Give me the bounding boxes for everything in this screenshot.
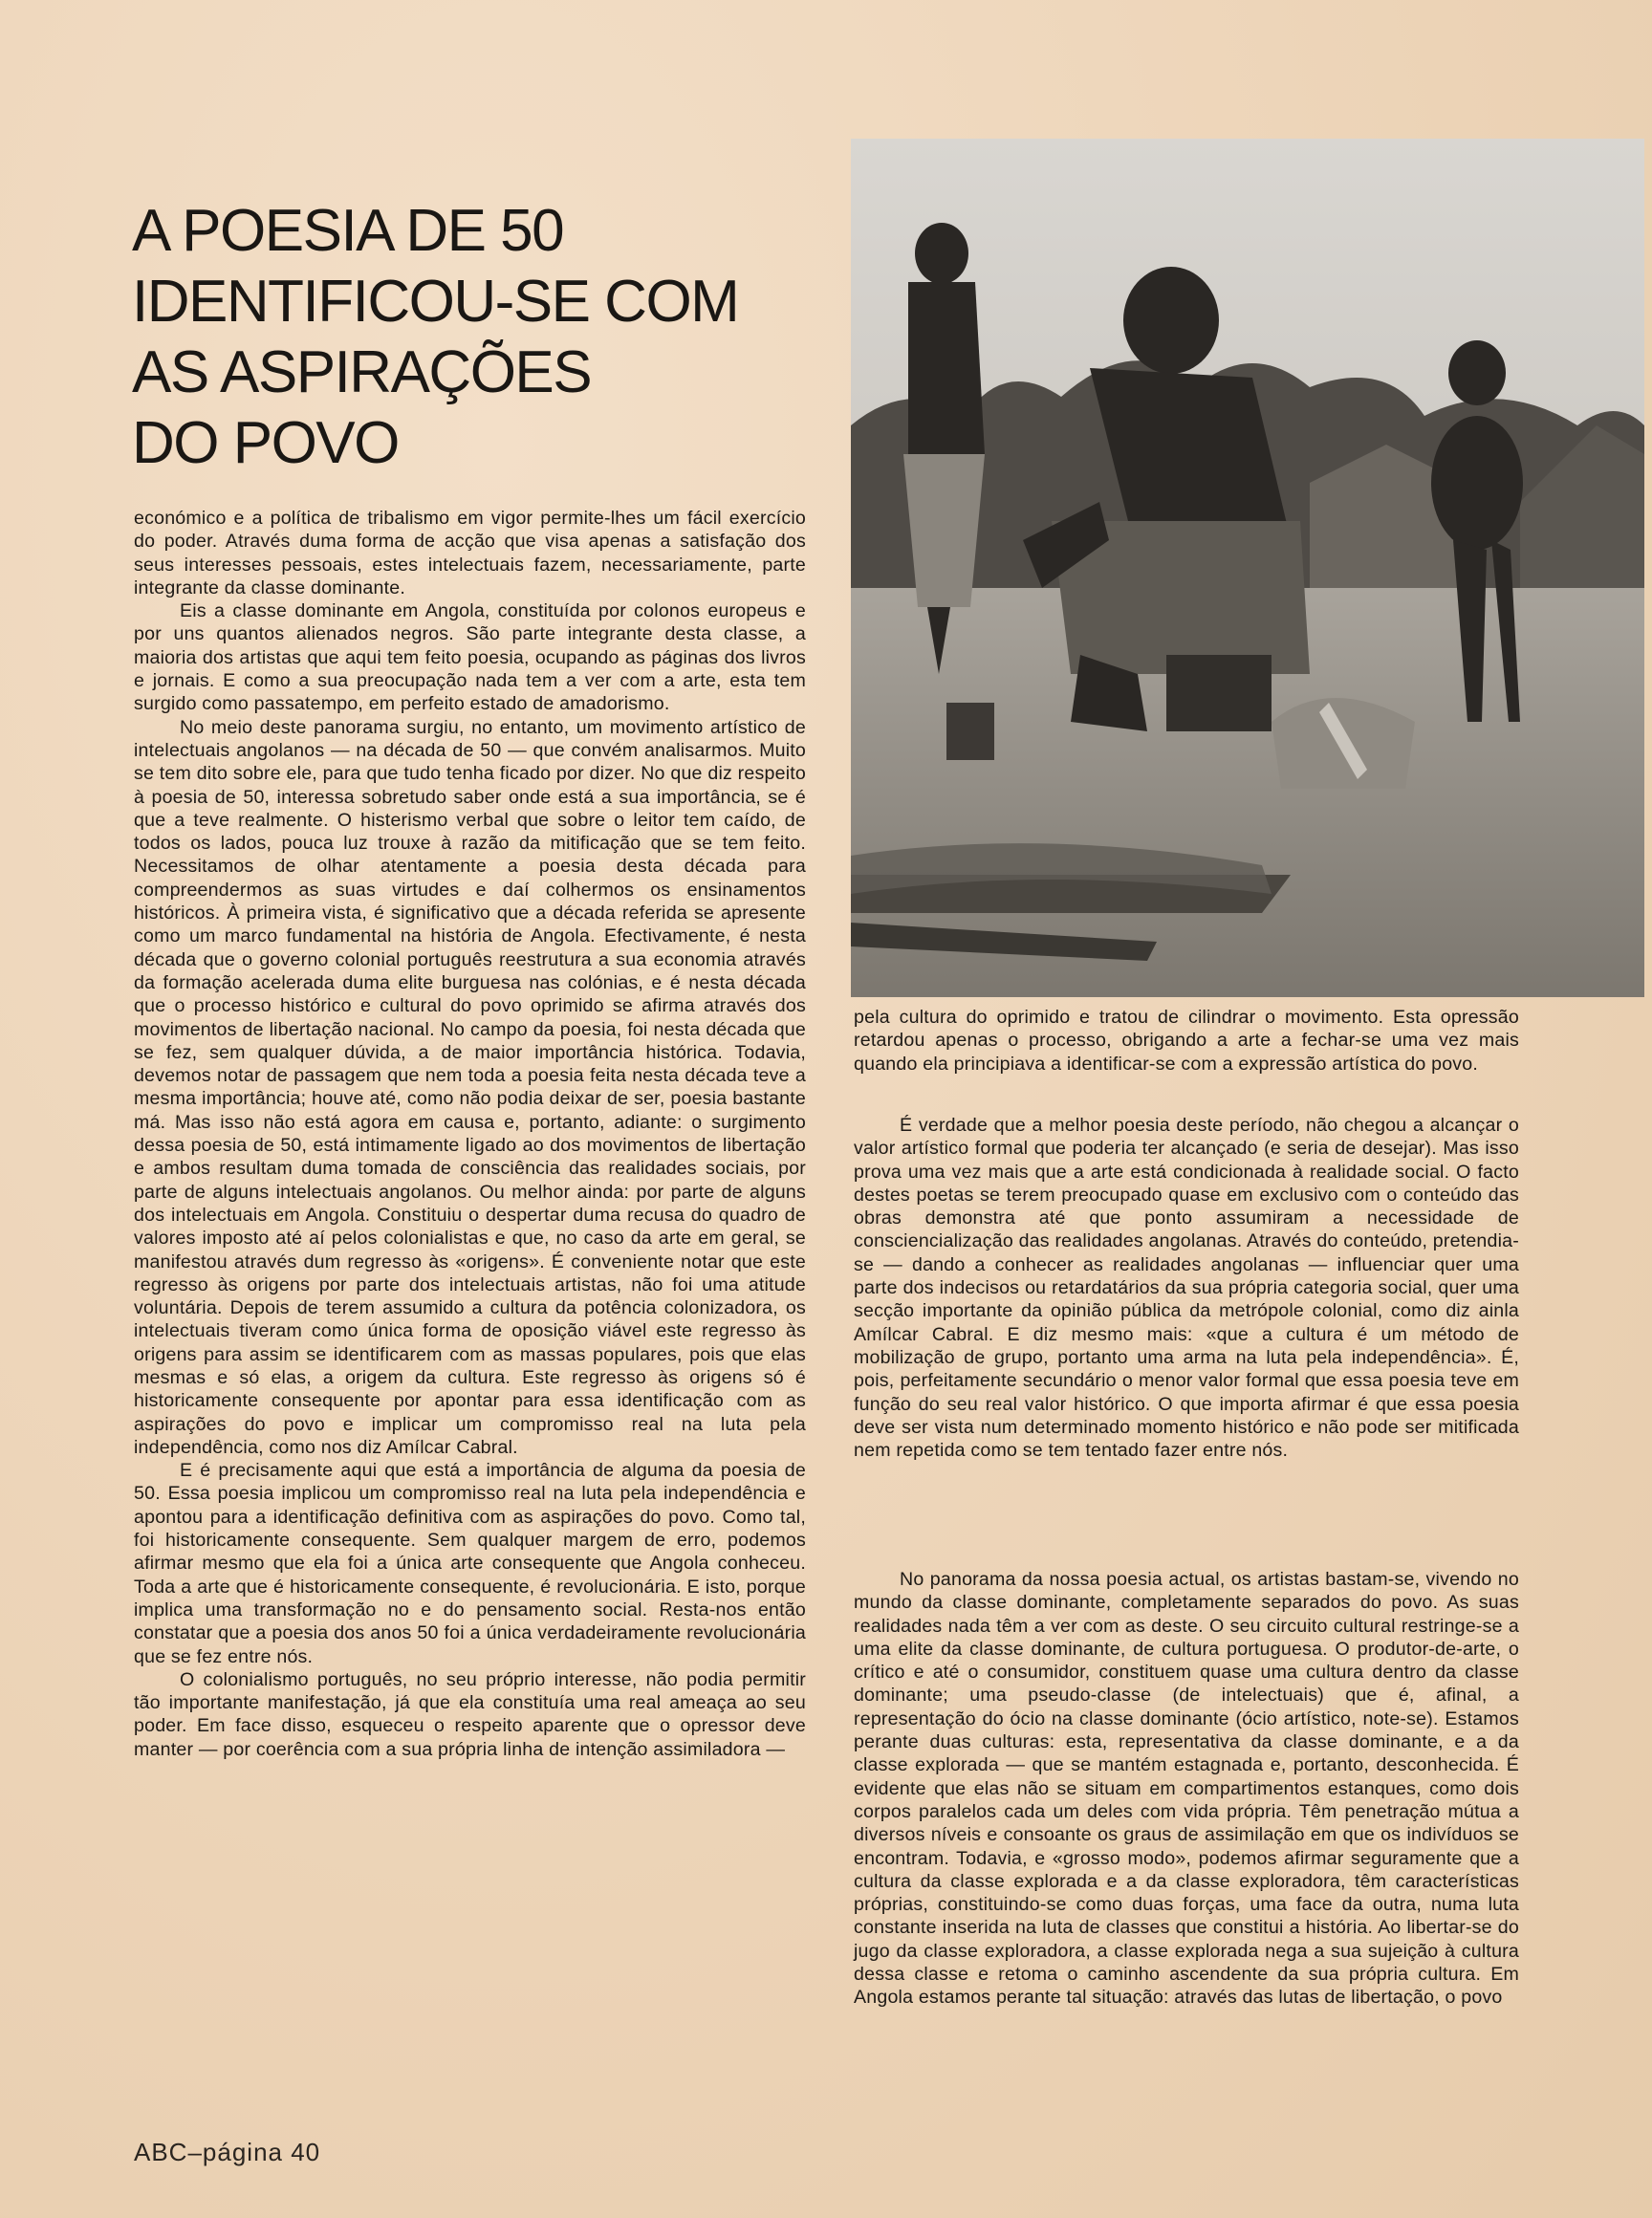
paragraph: No panorama da nossa poesia actual, os artistas bastam-se, vivendo no mundo da classe dominante, completamente separados do povo. As suas realidades nada têm a ver com as deste. O seu circuito cultural restringe-se a uma elite da classe dominante, de cultura portuguesa. O produtor-de-arte, o crítico e até o consumidor, constituem quase uma cultura dentro da classe dominante; uma pseudo-classe (de intelectuais) que é, afinal, a representação do ócio na classe dominante (ócio artístico, note-se). Estamos perante duas culturas: esta, representativa da classe dominante, e a da classe explorada — que se mantém estagnada e, portanto, desconhecida. É evidente que elas não se situam em compartimentos estanques, como dois corpos paralelos cada um deles com vida própria. Têm penetração mútua a diversos níveis e consoante os graus de assimilação em que os indivíduos se encontram. Todavia, e «grosso modo», podemos afirmar seguramente que a cultura da classe explorada e a da classe exploradora, têm características próprias, constituindo-se como duas forças, uma face da outra, numa luta constante inserida na luta de classes que constitui a história. Ao libertar-se do jugo da classe exploradora, a classe explorada nega a sua sujeição à cultura dessa classe e retoma o caminho ascendente da sua própria cultura. Em Angola estamos perante tal situação: através das lutas de libertação, o povo: [854, 1569, 1519, 2009]
headline-line: IDENTIFICOU-SE COM: [132, 269, 739, 335]
paragraph: pela cultura do oprimido e tratou de cilindrar o movimento. Esta opressão retardou apenas o processo, obrigando a arte a fechar-se uma vez mais quando ela principiava a identificar-se com a expressão artística do povo.: [854, 1007, 1519, 1075]
paragraph: E é precisamente aqui que está a importância de alguma da poesia de 50. Essa poesia implicou um compromisso real na luta pela independência e apontou para a identificação definitiva com as aspirações do povo. Como tal, foi historicamente consequente. Sem qualquer margem de erro, podemos afirmar mesmo que ela foi a única arte consequente que Angola conheceu. Toda a arte que é historicamente consequente, é revolucionária. E isto, porque implica uma transformação no e do pensamento social. Resta-nos então constatar que a poesia dos anos 50 foi a única verdadeiramente revolucionária que se fez entre nós.: [134, 1460, 806, 1667]
headline-line: AS ASPIRAÇÕES: [132, 339, 592, 405]
photo-illustration: [851, 139, 1644, 997]
village-photograph: [851, 139, 1644, 997]
page-number-footer: ABC–página 40: [134, 2138, 321, 2166]
paragraph: económico e a política de tribalismo em vigor permite-lhes um fácil exercício do poder. Através duma forma de acção que visa apenas a satisfação dos seus interesses pessoais, estes intelectuais fazem, necessariamente, parte integrante da classe dominante.: [134, 508, 806, 598]
paragraph: É verdade que a melhor poesia deste período, não chegou a alcançar o valor artístico formal que poderia ter alcançado (e seria de desejar). Mas isso prova uma vez mais que a arte está condicionada à realidade social. O facto destes poetas se terem preocupado quase em exclusivo com o conteúdo das obras demonstra até que ponto assumiram a necessidade de consciencialização das realidades angolanas. Através do conteúdo, pretendia-se — dando a conhecer as realidades angolanas — influenciar quer uma parte dos indecisos ou retardatários da sua própria categoria social, quer uma secção importante da opinião pública da metrópole colonial, como diz ainla Amílcar Cabral. E diz mesmo mais: «que a cultura é um método de mobilização de grupo, portanto uma arma na luta pela independência». É, pois, perfeitamente secundário o menor valor formal que essa poesia teve em função do seu real valor histórico. O que importa afirmar é que essa poesia deve ser vista num determinado momento histórico e não pode ser mitificada nem repetida como se tem tentado fazer entre nós.: [854, 1115, 1519, 1462]
paragraph: No meio deste panorama surgiu, no entanto, um movimento artístico de intelectuais angolanos — na década de 50 — que convém analisarmos. Muito se tem dito sobre ele, para que tudo tenha ficado por dizer. No que diz respeito à poesia de 50, interessa sobretudo saber onde está a sua importância, se é que a teve realmente. O histerismo verbal que sobre o leitor tem caído, de todos os lados, pouca luz trouxe à razão da mitificação que se tem feito. Necessitamos de olhar atentamente a poesia desta década para compreendermos as suas virtudes e daí colhermos os ensinamentos históricos. À primeira vista, é significativo que a década referida se apresente como um marco fundamental na história de Angola. Efectivamente, é nesta década que o governo colonial português reestrutura a sua economia através da formação acelerada duma elite burguesa nas colónias, e é nesta década que o processo histórico e cultural do povo oprimido se afirma através dos movimentos de libertação nacional. No campo da poesia, foi nesta década que se fez, sem qualquer dúvida, a de maior importância histórica. Todavia, devemos notar de passagem que nem toda a poesia feita nesta década teve a mesma importância; houve até, como não podia deixar de ser, poesia bastante má. Mas isso não está agora em causa e, portanto, adiante: o surgimento dessa poesia de 50, está intimamente ligado ao dos movimentos de libertação e ambos resultam duma tomada de consciência das realidades sociais, por parte de alguns intelectuais angolanos. Ou melhor ainda: por parte de alguns dos intelectuais em Angola. Constituiu o despertar duma recusa do quadro de valores imposto até aí pelos colonialistas e que, no caso da arte em geral, se manifestou através dum regresso às «origens». É conveniente notar que este regresso às origens por parte dos intelectuais artistas, não foi uma atitude voluntária. Depois de terem assumido a cultura da potência colonizadora, os intelectuais tiveram como única forma de oposição viável este regresso às origens para assim se identificarem com as massas populares, pois que elas mesmas e só elas, a origem da cultura. Este regresso às origens só é historicamente consequente por apontar para essa identificação com as aspirações do povo e implicar um compromisso real na luta pela independência, como nos diz Amílcar Cabral.: [134, 716, 806, 1458]
headline-line: A POESIA DE 50: [132, 198, 564, 264]
article-column-right-section-3: [854, 1568, 1519, 2010]
article-column-right-continuation: [854, 1006, 1519, 1076]
paragraph: O colonialismo português, no seu próprio interesse, não podia permitir tão importante manifestação, já que ela constituía uma real ameaça ao seu poder. Em face disso, esqueceu o respeito aparente que o opressor deve manter — por coerência com a sua própria linha de intenção assimiladora —: [134, 1668, 806, 1760]
article-column-left: [134, 507, 806, 1761]
headline-line: DO POVO: [132, 410, 399, 476]
paragraph: Eis a classe dominante em Angola, constituída por colonos europeus e por uns quantos alienados negros. São parte integrante desta classe, a maioria dos artistas que aqui tem feito poesia, ocupando as páginas dos livros e jornais. E como a sua preocupação nada tem a ver com a arte, esta tem surgido como passatempo, em perfeito estado de amadorismo.: [134, 600, 806, 715]
article-column-right-section-2: [854, 1114, 1519, 1462]
article-headline: [132, 196, 820, 479]
